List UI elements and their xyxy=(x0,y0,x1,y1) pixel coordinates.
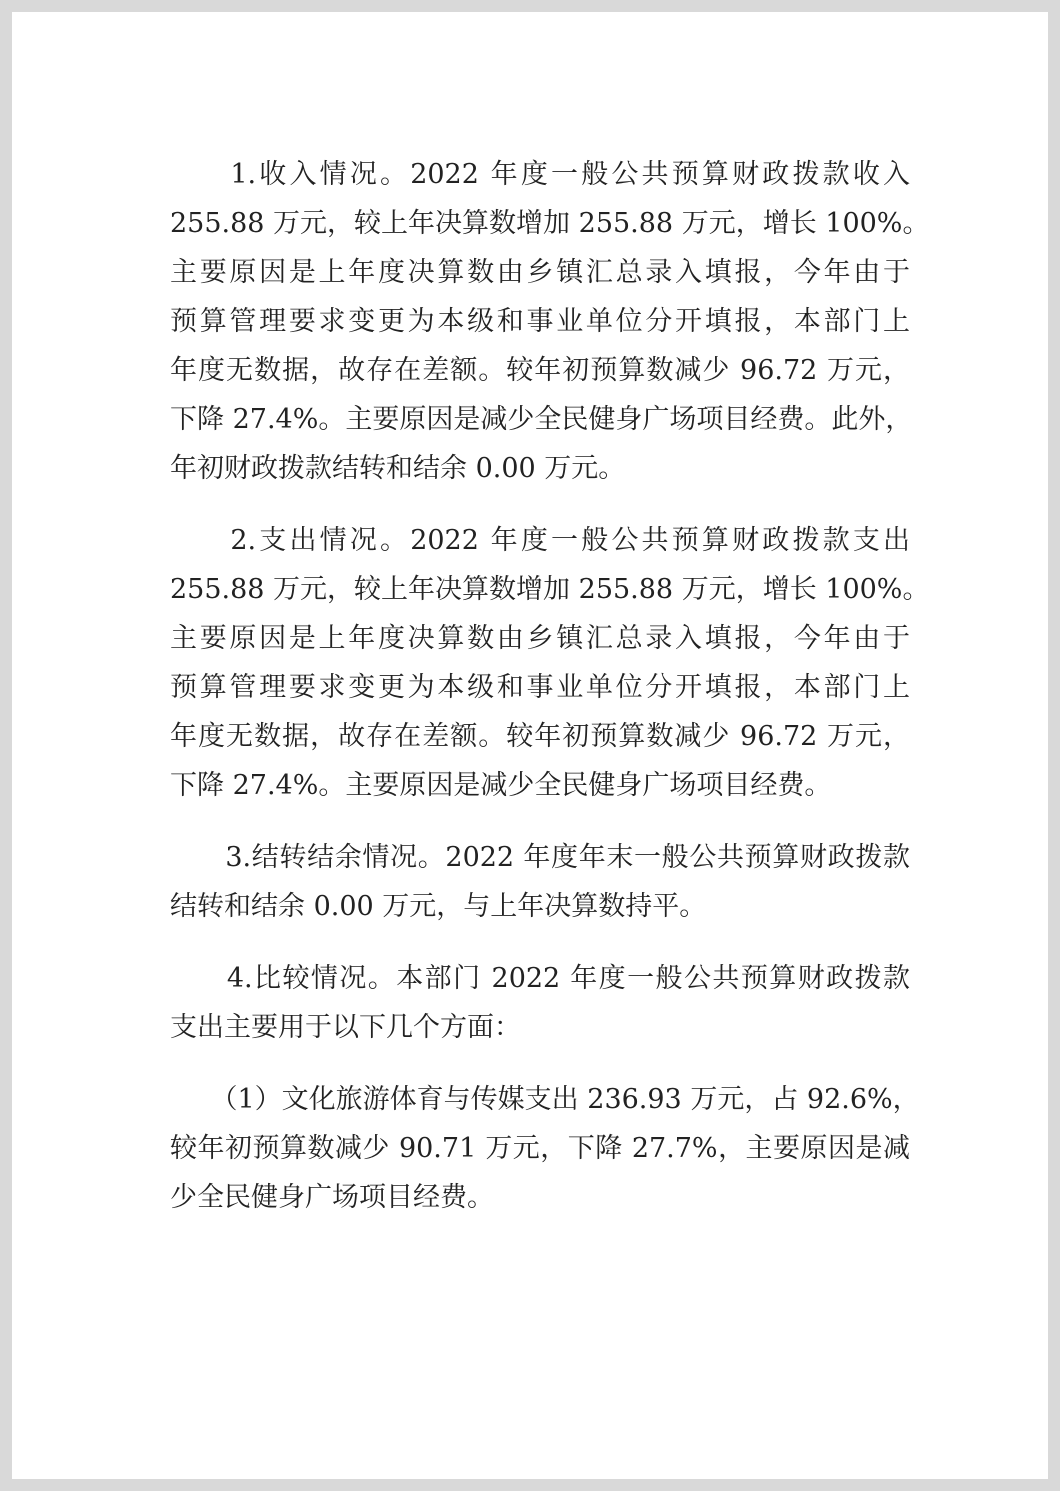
paragraph-comparison xyxy=(170,954,910,1052)
paragraph-line: 少全民健身广场项目经费。 xyxy=(170,1182,494,1213)
paragraph-line: 较年初预算数减少 90.71 万元，下降 27.7%，主要原因是减 xyxy=(170,1133,910,1164)
paragraph-line: 年初财政拨款结转和结余 0.00 万元。 xyxy=(170,453,626,484)
paragraph-line: 年度无数据，故存在差额。较年初预算数减少 96.72 万元， xyxy=(170,721,910,752)
paragraph-line: 4.比较情况。本部门 2022 年度一般公共预算财政拨款 xyxy=(170,963,910,994)
paragraph-line: 3.结转结余情况。2022 年度年末一般公共预算财政拨款 xyxy=(170,842,910,873)
paragraph-line: 支出主要用于以下几个方面： xyxy=(170,1012,521,1043)
paragraph-line: 1.收入情况。2022 年度一般公共预算财政拨款收入 xyxy=(170,159,910,190)
paragraph-line: 结转和结余 0.00 万元，与上年决算数持平。 xyxy=(170,891,707,922)
document-body xyxy=(170,150,930,1222)
paragraph-line: 255.88 万元，较上年决算数增加 255.88 万元，增长 100%。 xyxy=(170,208,930,239)
paragraph-expenditure xyxy=(170,516,930,810)
paragraph-line: 预算管理要求变更为本级和事业单位分开填报，本部门上 xyxy=(170,672,910,703)
paragraph-line: （1）文化旅游体育与传媒支出 236.93 万元，占 92.6%， xyxy=(170,1084,920,1115)
paragraph-line: 下降 27.4%。主要原因是减少全民健身广场项目经费。 xyxy=(170,770,832,801)
paragraph-culture-spending xyxy=(170,1075,920,1222)
paragraph-income xyxy=(170,150,930,493)
paragraph-line: 年度无数据，故存在差额。较年初预算数减少 96.72 万元， xyxy=(170,355,910,386)
paragraph-line: 主要原因是上年度决算数由乡镇汇总录入填报，今年由于 xyxy=(170,623,910,654)
paragraph-line: 下降 27.4%。主要原因是减少全民健身广场项目经费。此外， xyxy=(170,404,913,435)
paragraph-line: 预算管理要求变更为本级和事业单位分开填报，本部门上 xyxy=(170,306,910,337)
document-page xyxy=(12,12,1048,1479)
paragraph-carryover xyxy=(170,833,910,931)
paragraph-line: 主要原因是上年度决算数由乡镇汇总录入填报，今年由于 xyxy=(170,257,910,288)
paragraph-line: 255.88 万元，较上年决算数增加 255.88 万元，增长 100%。 xyxy=(170,574,930,605)
paragraph-line: 2.支出情况。2022 年度一般公共预算财政拨款支出 xyxy=(170,525,910,556)
